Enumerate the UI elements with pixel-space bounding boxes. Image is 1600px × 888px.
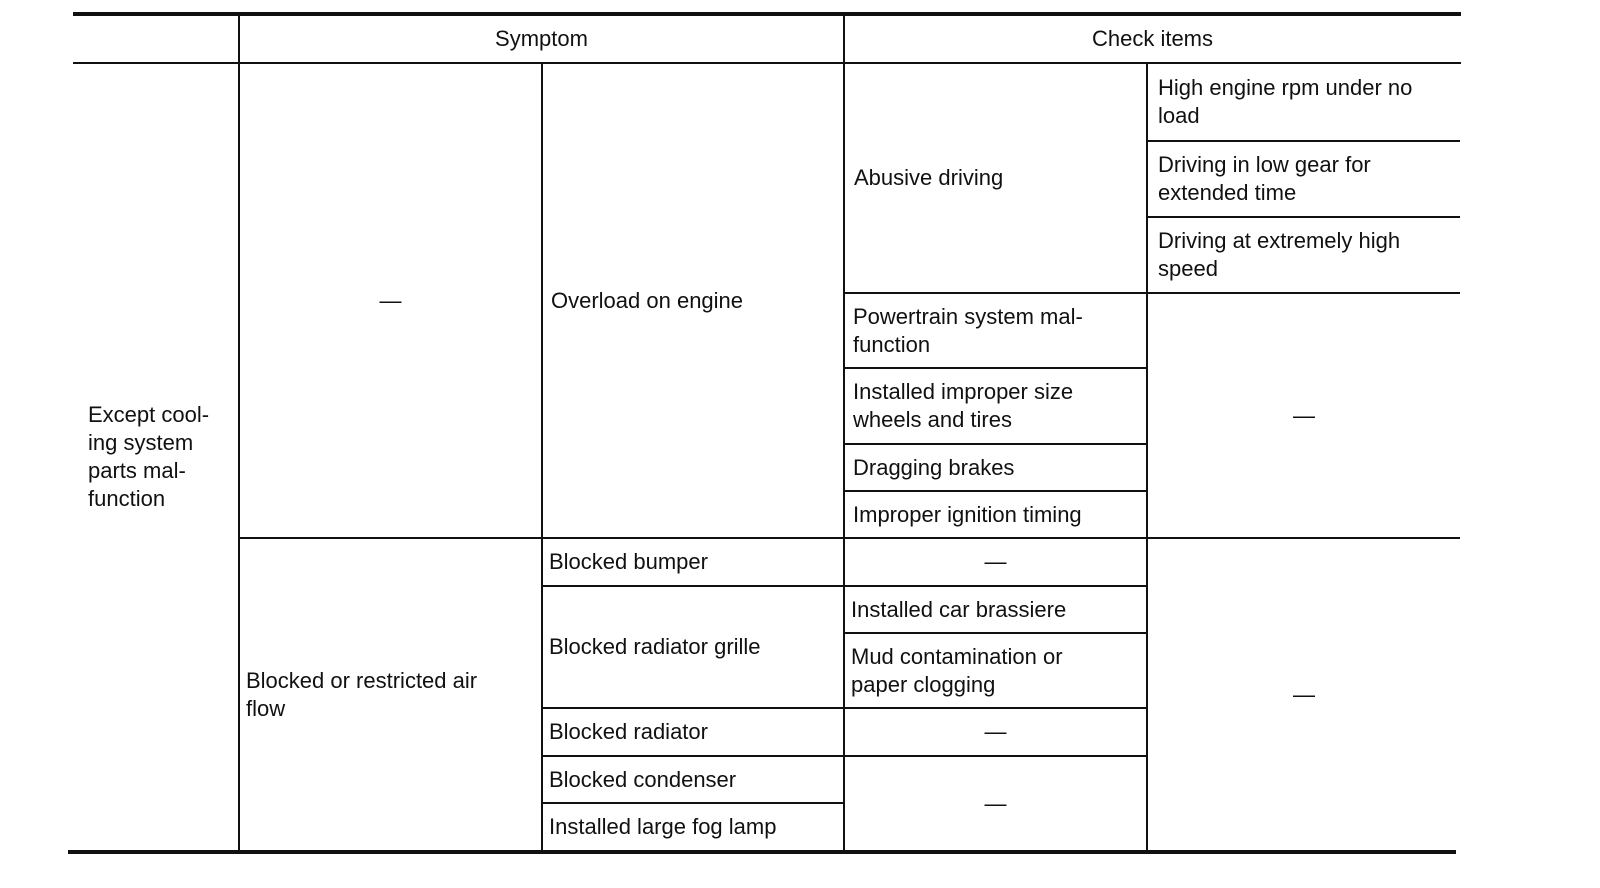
- col-divider-2: [541, 62, 543, 852]
- airflow-condenser-fog-check: —: [984, 790, 1007, 816]
- airflow-grille-check-2: Mud contamination or paper clogging: [851, 643, 1063, 697]
- header-symptom: Symptom: [495, 26, 588, 51]
- overload-cause-ignition: Improper ignition timing: [853, 501, 1082, 527]
- overload-others-detail: —: [1293, 402, 1315, 428]
- overload-level1: —: [379, 287, 402, 313]
- overload-cause-powertrain: Powertrain system mal- function: [853, 303, 1083, 357]
- airflow-level1: Blocked or restricted air flow: [246, 667, 478, 721]
- abusive-detail-3: Driving at extremely high speed: [1158, 228, 1401, 281]
- overload-level2: Overload on engine: [551, 287, 744, 313]
- table-bottom-border: [68, 850, 1456, 854]
- abusive-driving-cell: Abusive driving: [854, 165, 1004, 190]
- airflow-bumper-check: —: [984, 549, 1007, 574]
- airflow-condenser: Blocked condenser: [549, 766, 737, 792]
- airflow-fog-lamp: Installed large fog lamp: [549, 814, 777, 839]
- overload-cause-wheels: Installed improper size wheels and tires: [853, 379, 1074, 432]
- abusive-detail-2: Driving in low gear for extended time: [1158, 152, 1371, 205]
- airflow-radiator-check: —: [984, 719, 1007, 744]
- abusive-detail-1: High engine rpm under no load: [1158, 75, 1413, 128]
- airflow-detail: —: [1293, 681, 1315, 707]
- airflow-bumper: Blocked bumper: [549, 549, 708, 574]
- header-check-items: Check items: [1091, 26, 1214, 51]
- airflow-grille: Blocked radiator grille: [549, 634, 761, 659]
- airflow-radiator: Blocked radiator: [549, 719, 708, 744]
- category-cell: Except cool- ing system parts mal- function: [88, 402, 210, 511]
- overload-cause-brakes: Dragging brakes: [853, 454, 1015, 480]
- airflow-grille-check-1: Installed car brassiere: [851, 596, 1067, 622]
